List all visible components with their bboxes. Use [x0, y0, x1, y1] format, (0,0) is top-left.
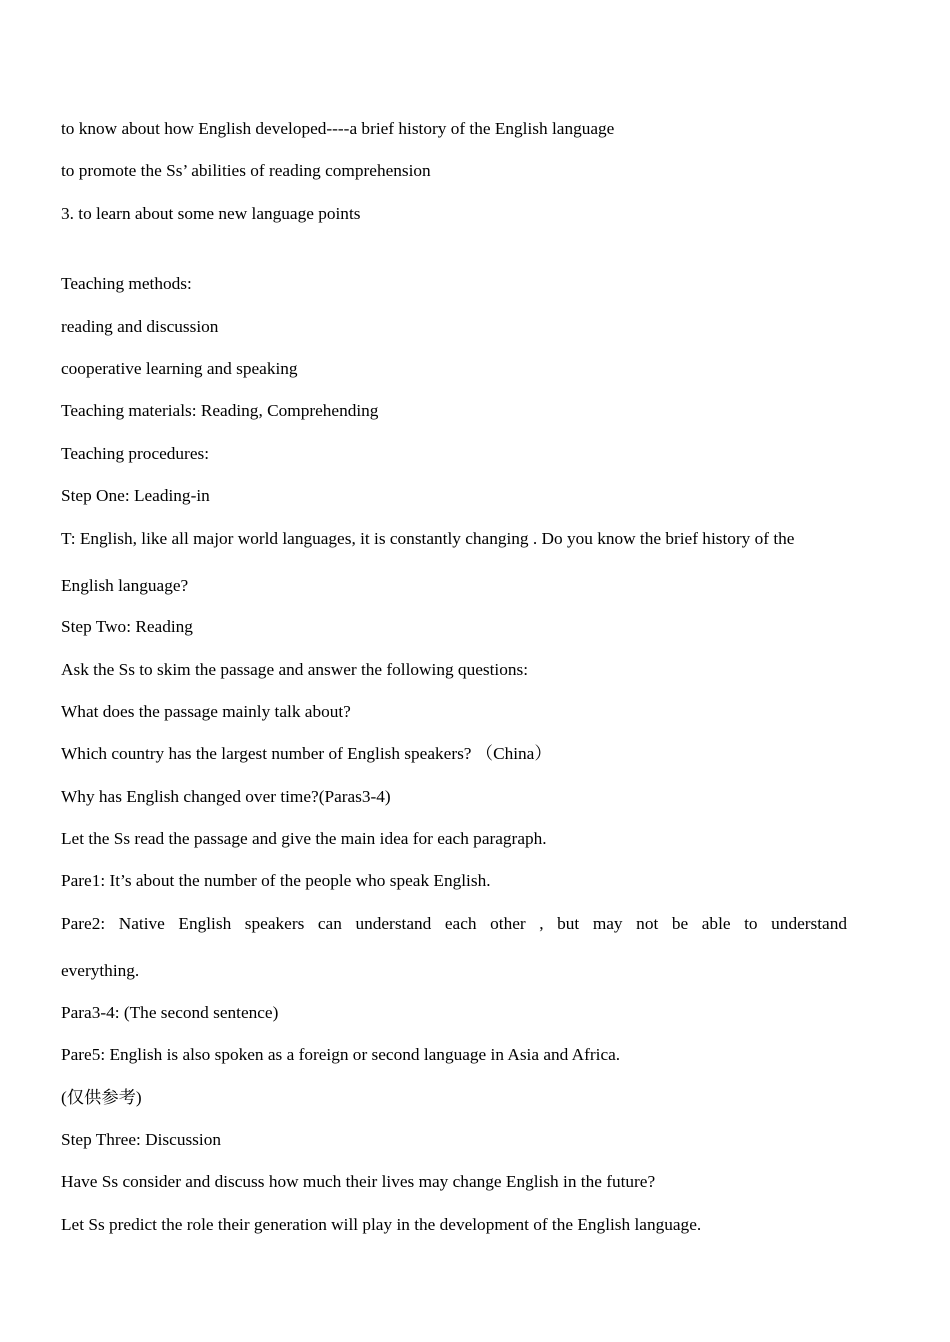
objective-2: to promote the Ss’ abilities of reading comprehension — [61, 161, 431, 180]
discussion-item-2: Let Ss predict the role their generation will play in the development of the English language. — [61, 1215, 702, 1234]
para-3-4-idea: Para3-4: (The second sentence) — [61, 1003, 279, 1022]
leading-in-paragraph: T: English, like all major world languages, it is constantly changing . Do you know the brief history of the English language? — [61, 529, 795, 595]
materials-line: Teaching materials: Reading, Comprehending — [61, 401, 379, 420]
step-three-heading: Step Three: Discussion — [61, 1130, 221, 1149]
procedures-heading: Teaching procedures: — [61, 444, 210, 463]
para-2-idea: Pare2: Native English speakers can understand each other , but may not be able to understand — [61, 914, 847, 933]
para-2-idea-cont: everything. — [61, 961, 140, 980]
skim-instruction: Ask the Ss to skim the passage and answer the following questions: — [61, 660, 529, 679]
discussion-item-1: Have Ss consider and discuss how much their lives may change English in the future? — [61, 1172, 656, 1191]
method-2: cooperative learning and speaking — [61, 359, 298, 378]
reference-note: (仅供参考) — [61, 1088, 142, 1107]
step-two-heading: Step Two: Reading — [61, 617, 193, 636]
method-1: reading and discussion — [61, 317, 219, 336]
para-5-idea: Pare5: English is also spoken as a foreign or second language in Asia and Africa. — [61, 1045, 621, 1064]
question-2: Which country has the largest number of English speakers? （China） — [61, 744, 552, 763]
methods-heading: Teaching methods: — [61, 274, 192, 293]
question-3: Why has English changed over time?(Paras3-4) — [61, 787, 391, 806]
step-one-heading: Step One: Leading-in — [61, 486, 210, 505]
para-1-idea: Pare1: It’s about the number of the people who speak English. — [61, 871, 491, 890]
question-1: What does the passage mainly talk about? — [61, 702, 351, 721]
main-idea-instruction: Let the Ss read the passage and give the main idea for each paragraph. — [61, 829, 547, 848]
objective-1: to know about how English developed----a brief history of the English language — [61, 119, 615, 138]
objective-3: 3. to learn about some new language points — [61, 204, 361, 223]
